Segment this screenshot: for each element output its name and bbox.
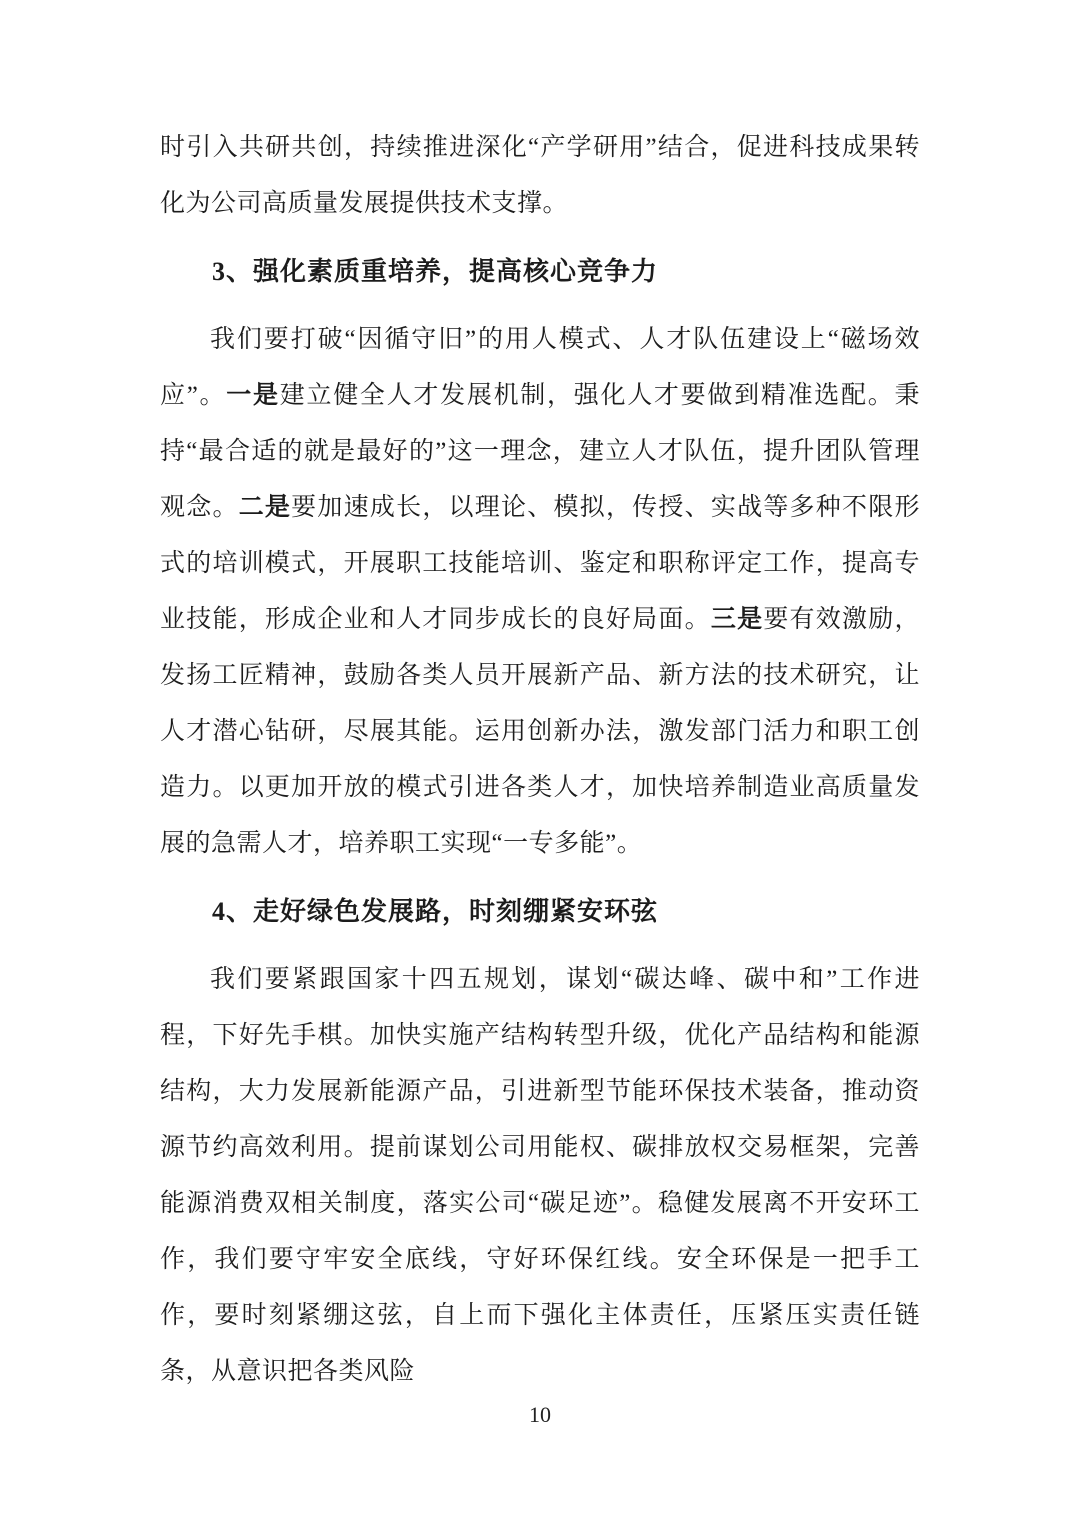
section-3-paragraph bbox=[160, 312, 920, 872]
text-segment: 我们要打破“因循守旧”的用人模式、人才队伍建设上“磁场效应”。 bbox=[160, 326, 920, 409]
section-4-paragraph: 我们要紧跟国家十四五规划，谋划“碳达峰、碳中和”工作进程，下好先手棋。加快实施产结构转型升级，优化产品结构和能源结构，大力发展新能源产品，引进新型节能环保技术装备，推动资源节约高效利用。提前谋划公司用能权、碳排放权交易框架，完善能源消费双相关制度，落实公司“碳足迹”。稳健发展离不开安环工作，我们要守牢安全底线，守好环保红线。安全环保是一把手工作，要时刻紧绷这弦，自上而下强化主体责任，压紧压实责任链条，从意识把各类风险 bbox=[160, 966, 920, 1385]
text-segment: 要加速成长，以理论、模拟，传授、实战等多种不限形式的培训模式，开展职工技能培训、鉴定和职称评定工作，提高专业技能，形成企业和人才同步成长的良好局面。 bbox=[160, 494, 920, 633]
page-number: 10 bbox=[529, 1402, 551, 1427]
bold-marker-second: 二是 bbox=[238, 494, 292, 521]
section-3-heading: 3、强化素质重培养，提高核心竞争力 bbox=[212, 257, 659, 286]
text-segment: 要有效激励，发扬工匠精神，鼓励各类人员开展新产品、新方法的技术研究，让人才潜心钻研，尽展其能。运用创新办法，激发部门活力和职工创造力。以更加开放的模式引进各类人才，加快培养制造业高质量发展的急需人才，培养职工实现“一专多能”。 bbox=[160, 606, 920, 857]
paragraph-continuation: 时引入共研共创，持续推进深化“产学研用”结合，促进科技成果转化为公司高质量发展提供技术支撑。 bbox=[160, 134, 920, 217]
bold-marker-first: 一是 bbox=[226, 382, 280, 409]
section-4-heading: 4、走好绿色发展路，时刻绷紧安环弦 bbox=[212, 897, 659, 926]
bold-marker-third: 三是 bbox=[710, 606, 764, 633]
text-segment: 建立健全人才发展机制，强化人才要做到精准选配。秉持“最合适的就是最好的”这一理念，建立人才队伍，提升团队管理观念。 bbox=[160, 382, 920, 521]
